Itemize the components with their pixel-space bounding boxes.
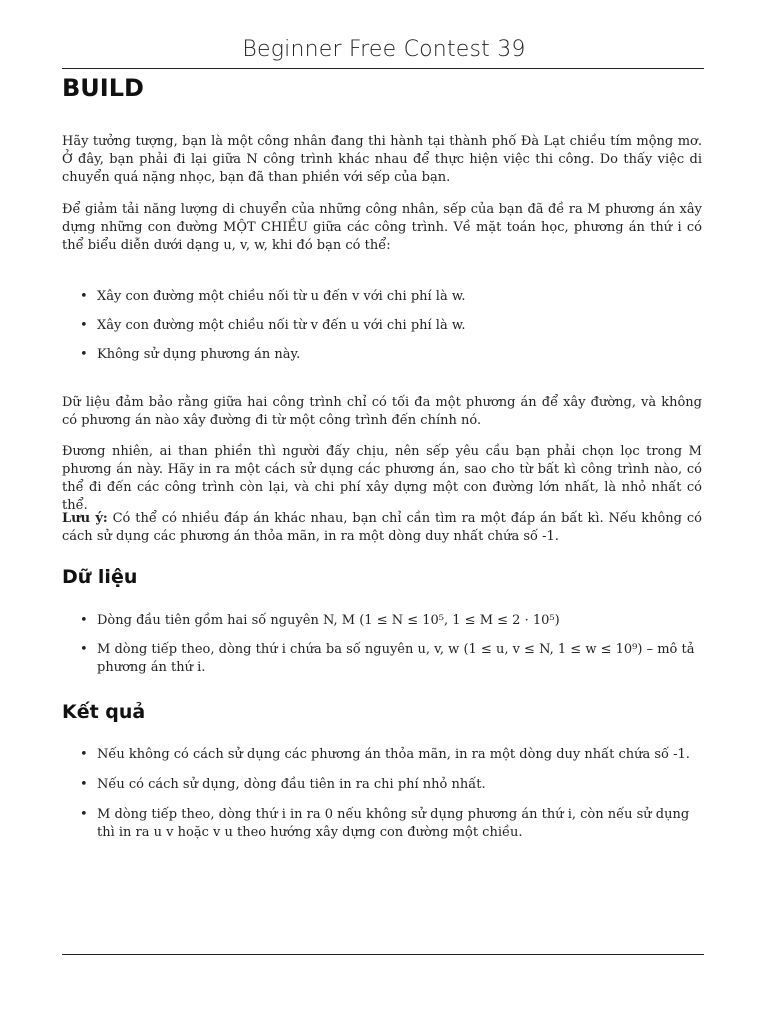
list-item-text: Nếu có cách sử dụng, dòng đầu tiên in ra chi phí nhỏ nhất. xyxy=(97,777,486,792)
output-heading: Kết quả xyxy=(62,701,146,723)
contest-header: Beginner Free Contest 39 xyxy=(242,37,526,62)
bullet-icon: • xyxy=(80,318,88,333)
footer-rule xyxy=(62,954,704,955)
list-item xyxy=(80,288,702,306)
note-text: Có thể có nhiều đáp án khác nhau, bạn chỉ cần tìm ra một đáp án bất kì. Nếu không có cách sử dụng các phương án thỏa mãn, in ra một dòng duy nhất chứa số -1. xyxy=(62,511,702,544)
header-rule xyxy=(62,68,704,69)
list-item-text: Không sử dụng phương án này. xyxy=(97,347,301,362)
list-item xyxy=(80,612,702,630)
list-item xyxy=(80,641,702,677)
bullet-icon: • xyxy=(80,289,88,304)
statement-paragraph-1: Hãy tưởng tượng, bạn là một công nhân đang thi hành tại thành phố Đà Lạt chiều tím mộng mơ. Ở đây, bạn phải đi lại giữa N công trình khác nhau để thực hiện việc thi công. Do thấy việc di chuyển quá nặng nhọc, bạn đã than phiền với sếp của bạn. xyxy=(62,134,702,185)
list-item-text: Dòng đầu tiên gồm hai số nguyên N, M (1 ≤ N ≤ 10⁵, 1 ≤ M ≤ 2 · 10⁵) xyxy=(97,613,560,628)
list-item xyxy=(80,776,702,794)
statement-paragraph-2: Để giảm tải năng lượng di chuyển của những công nhân, sếp của bạn đã đề ra M phương án xây dựng những con đường MỘT CHIỀU giữa các công trình. Về mặt toán học, phương án thứ i có thể biểu diễn dưới dạng u, v, w, khi đó bạn có thể: xyxy=(62,202,702,253)
list-item-text: Nếu không có cách sử dụng các phương án thỏa mãn, in ra một dòng duy nhất chứa số -1. xyxy=(97,747,690,762)
note-label: Lưu ý: xyxy=(62,511,108,526)
input-heading: Dữ liệu xyxy=(62,566,138,588)
list-item-text: M dòng tiếp theo, dòng thứ i in ra 0 nếu không sử dụng phương án thứ i, còn nếu sử dụng thì in ra u v hoặc v u theo hướng xây dựng con đường một chiều. xyxy=(97,807,690,840)
bullet-icon: • xyxy=(80,613,88,628)
list-item-text: Xây con đường một chiều nối từ v đến u với chi phí là w. xyxy=(97,318,466,333)
list-item xyxy=(80,317,702,335)
bullet-icon: • xyxy=(80,642,88,657)
list-item xyxy=(80,346,702,364)
bullet-icon: • xyxy=(80,807,88,822)
bullet-icon: • xyxy=(80,747,88,762)
list-item xyxy=(80,806,702,842)
list-item-text: M dòng tiếp theo, dòng thứ i chứa ba số nguyên u, v, w (1 ≤ u, v ≤ N, 1 ≤ w ≤ 10⁹) – mô tả phương án thứ i. xyxy=(97,642,695,675)
bullet-icon: • xyxy=(80,777,88,792)
bullet-icon: • xyxy=(80,347,88,362)
problem-title: BUILD xyxy=(62,74,144,102)
statement-paragraph-4: Đương nhiên, ai than phiền thì người đấy chịu, nên sếp yêu cầu bạn phải chọn lọc trong M phương án này. Hãy in ra một cách sử dụng các phương án, sao cho từ bất kì công trình nào, có thể đi đến các công trình còn lại, và chi phí xây dựng một con đường lớn nhất, là nhỏ nhất có thể. xyxy=(62,444,702,513)
note-paragraph xyxy=(62,510,702,546)
list-item xyxy=(80,746,702,764)
statement-paragraph-3: Dữ liệu đảm bảo rằng giữa hai công trình chỉ có tối đa một phương án để xây đường, và không có phương án nào xây đường đi từ một công trình đến chính nó. xyxy=(62,395,702,428)
list-item-text: Xây con đường một chiều nối từ u đến v với chi phí là w. xyxy=(97,289,466,304)
